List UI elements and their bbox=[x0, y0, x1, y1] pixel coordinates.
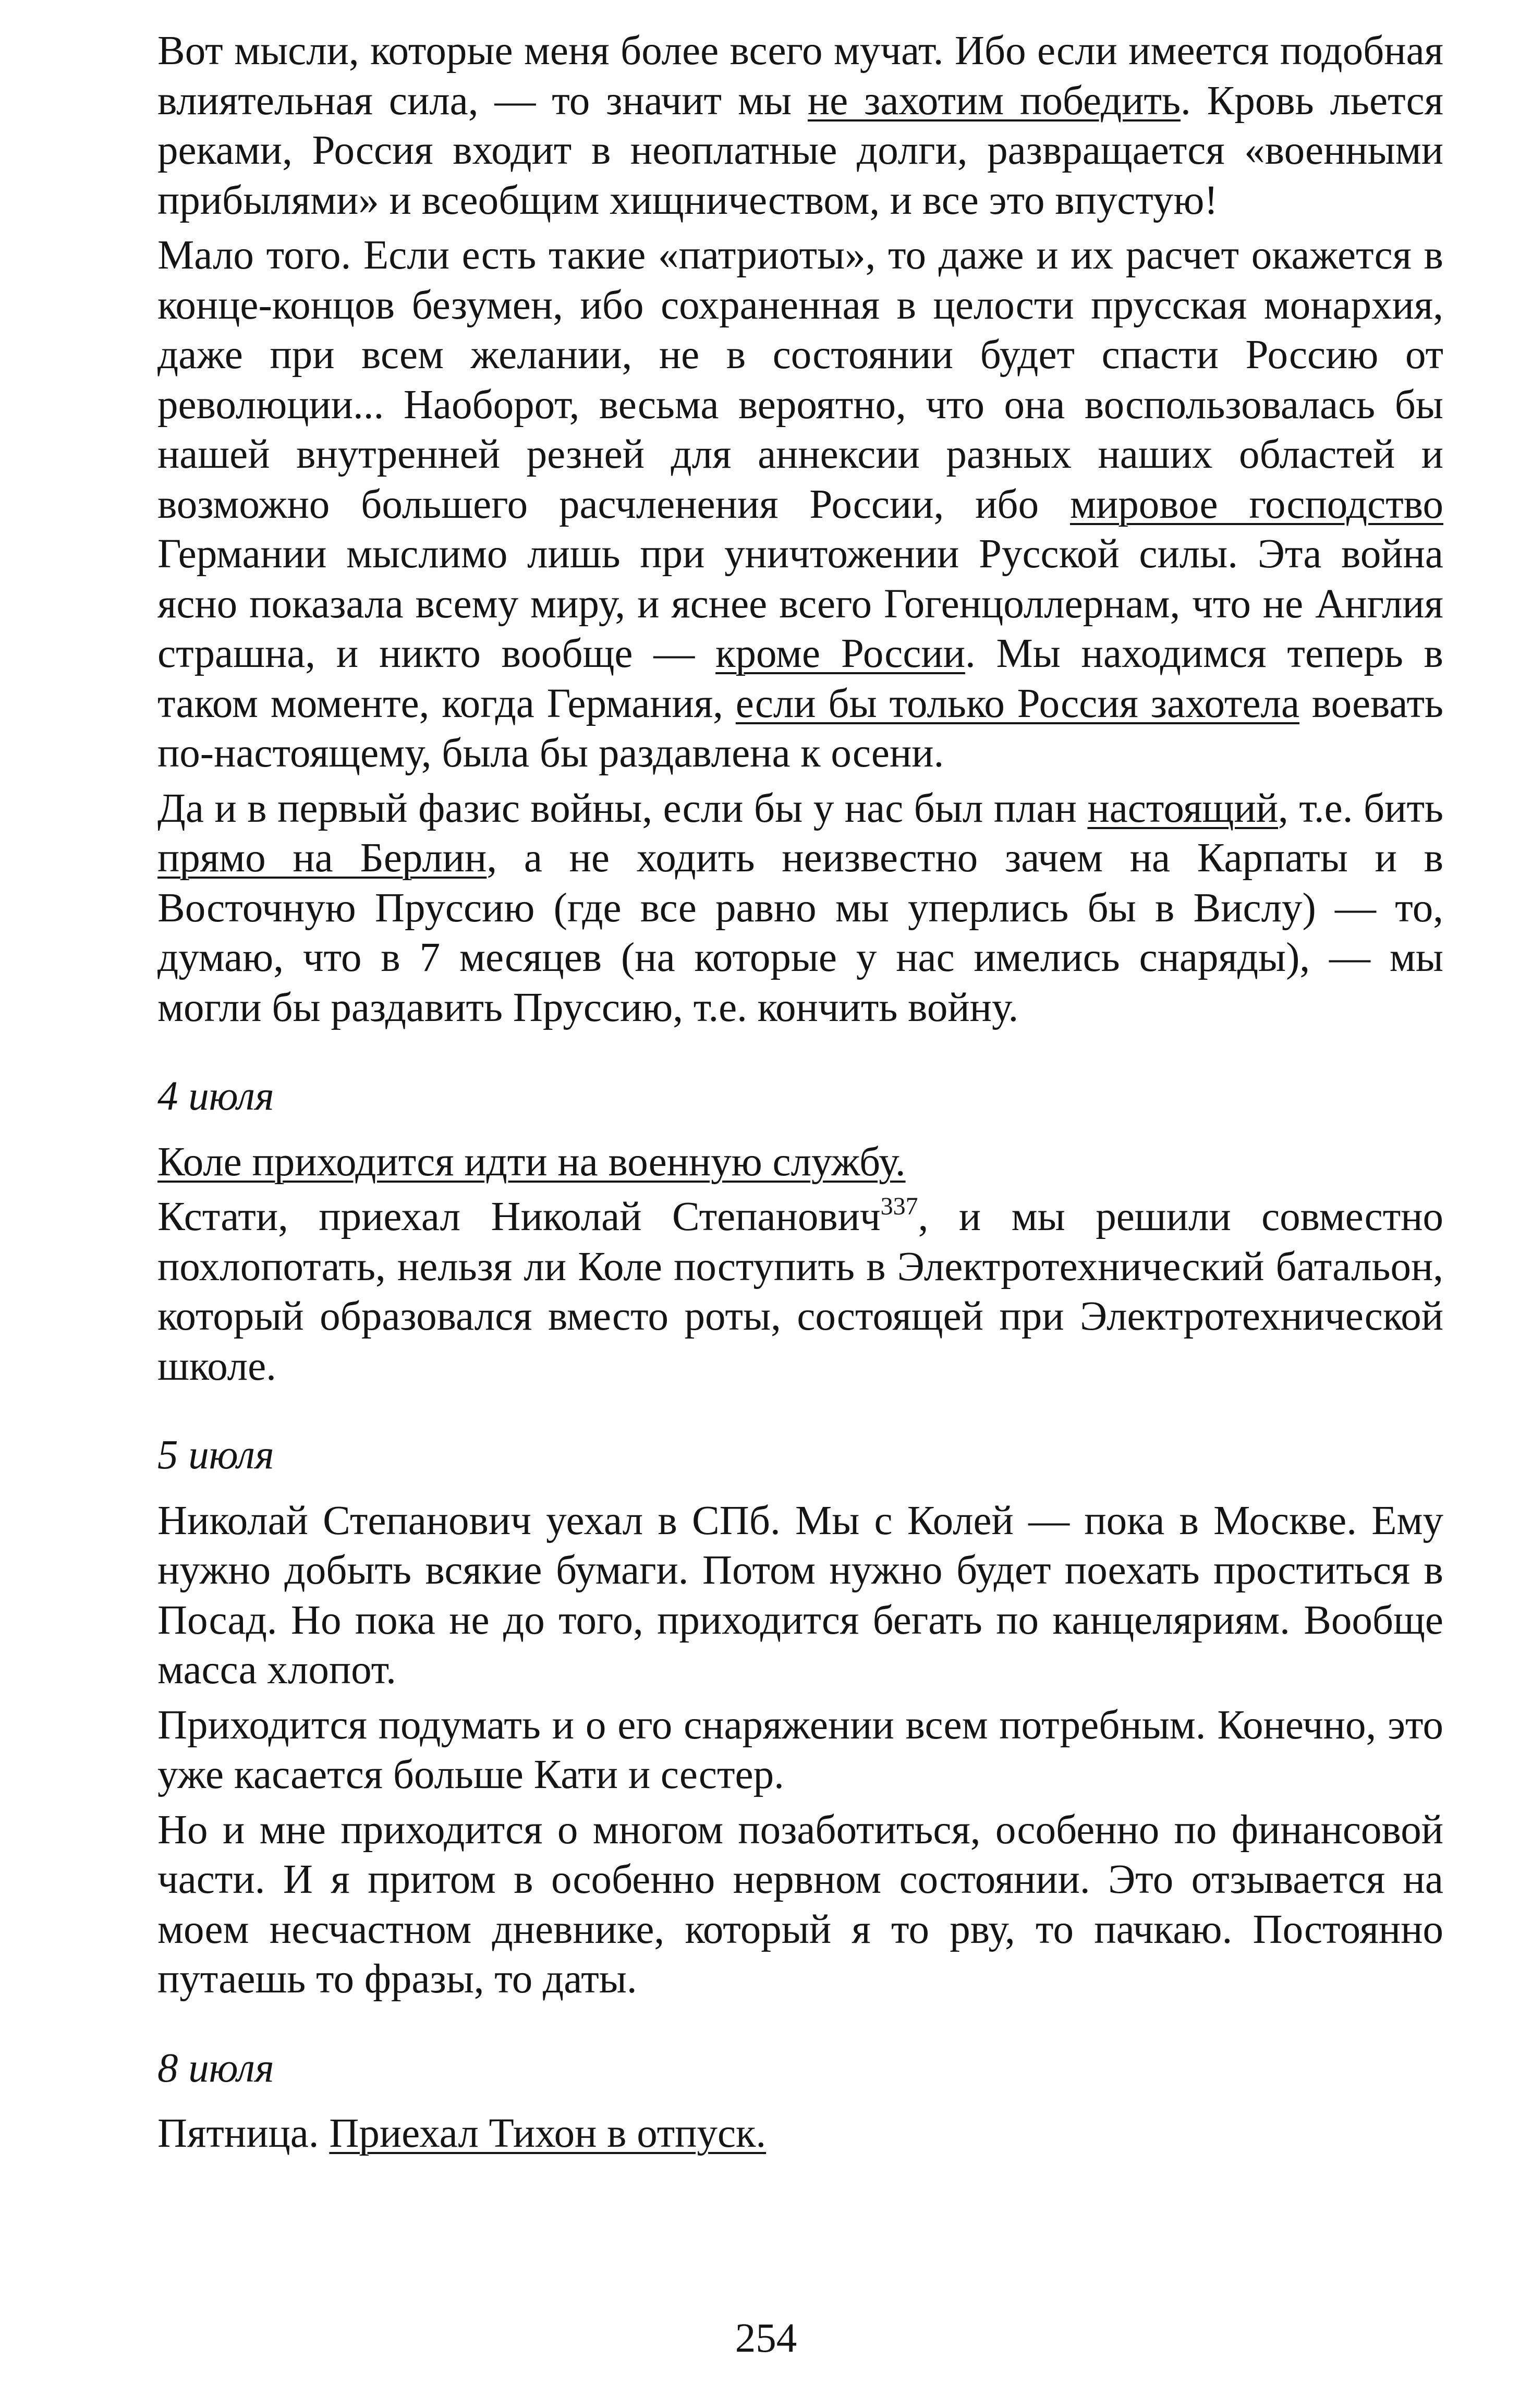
paragraph-3 bbox=[157, 784, 1443, 1033]
page-number: 254 bbox=[735, 2316, 797, 2361]
text-run: , а не ходить неизвестно зачем на Карпаты и в Восточную Пруссию (где все равно мы уперлись бы в Вислу) — то, думаю, что в 7 месяцев (на которые у нас имелись снаряды), — мы могли бы раздавить Пруссию, т.е. кончить войну. bbox=[157, 835, 1443, 1030]
paragraph-2 bbox=[157, 230, 1443, 779]
footnote-ref: 337 bbox=[880, 1193, 918, 1220]
underlined-phrase: Приехал Тихон в отпуск. bbox=[329, 2111, 767, 2156]
underlined-phrase: настоящий bbox=[1087, 785, 1279, 831]
paragraph-7: Приходится подумать и о его снаряжении всем потребным. Конечно, это уже касается больше Кати и сестер. bbox=[157, 1702, 1443, 1797]
body-text bbox=[157, 26, 1443, 2164]
paragraph-8: Но и мне приходится о многом позаботиться, особенно по финансовой части. И я притом в особенно нервном состоянии. Это отзывается на моем несчастном дневнике, который я то рву, то пачкаю. Постоянно путаешь то фразы, то даты. bbox=[157, 1807, 1443, 2002]
date-heading: 5 июля bbox=[157, 1432, 274, 1478]
underlined-phrase: не захотим победить bbox=[807, 78, 1181, 124]
text-run: Вот мысли, которые меня более всего мучат. Ибо если имеется подобная влиятельная сила, — то значит мы bbox=[157, 28, 1443, 124]
date-heading: 8 июля bbox=[157, 2045, 274, 2091]
paragraph-9 bbox=[157, 2109, 1443, 2159]
text-run: Пятница. bbox=[157, 2111, 330, 2156]
paragraph-6: Николай Степанович уехал в СПб. Мы с Колей — пока в Москве. Ему нужно добыть всякие бумаги. Потом нужно будет поехать проститься в Посад. Но пока не до того, приходится бегать по канцеляриям. Вообще масса хлопот. bbox=[157, 1498, 1443, 1693]
text-run: , т.е. бить bbox=[1278, 785, 1444, 831]
text-run: Да и в первый фазис войны, если бы у нас был план bbox=[157, 785, 1088, 831]
paragraph-5 bbox=[157, 1192, 1443, 1391]
text-run: Германии мыслимо лишь при уничтожении Русской силы. Эта война ясно показала всему миру, и яснее всего Гогенцоллернам, что не Англия страшна, и никто вообще — bbox=[157, 531, 1443, 676]
underlined-phrase: мировое господство bbox=[1070, 481, 1443, 527]
paragraph-4 bbox=[157, 1137, 1443, 1187]
underlined-phrase: если бы только Россия захотела bbox=[735, 680, 1300, 726]
text-run: . Мы находимся теперь в таком моменте, когда Германия, bbox=[157, 631, 1443, 726]
underlined-phrase: кроме России bbox=[715, 631, 965, 676]
underlined-phrase: Коле приходится идти на военную службу. bbox=[157, 1139, 906, 1185]
date-heading: 4 июля bbox=[157, 1074, 274, 1119]
text-run: воевать по-настоящему, была бы раздавлена к осени. bbox=[157, 680, 1443, 776]
paragraph-1 bbox=[157, 26, 1443, 225]
text-run: . Кровь льется реками, Россия входит в неоплатные долги, развращается «военными прибылями» и всеобщим хищничеством, и все это впустую! bbox=[157, 78, 1443, 223]
text-run: Кстати, приехал Николай Степанович bbox=[157, 1194, 881, 1239]
underlined-phrase: прямо на Берлин bbox=[157, 835, 487, 881]
text-run: , и мы решили совместно похлопотать, нельзя ли Коле поступить в Электротехнический батальон, который образовался вместо роты, состоящей при Электротехнической школе. bbox=[157, 1194, 1443, 1389]
text-run: Мало того. Если есть такие «патриоты», то даже и их расчет окажется в конце-концов безумен, ибо сохраненная в целости прусская монархия, даже при всем желании, не в состоянии будет спасти Россию от революции... Наоборот, весьма вероятно, что она воспользовалась бы нашей внутренней резней для аннексии разных наших областей и возможно большего расчленения России, ибо bbox=[157, 233, 1443, 527]
